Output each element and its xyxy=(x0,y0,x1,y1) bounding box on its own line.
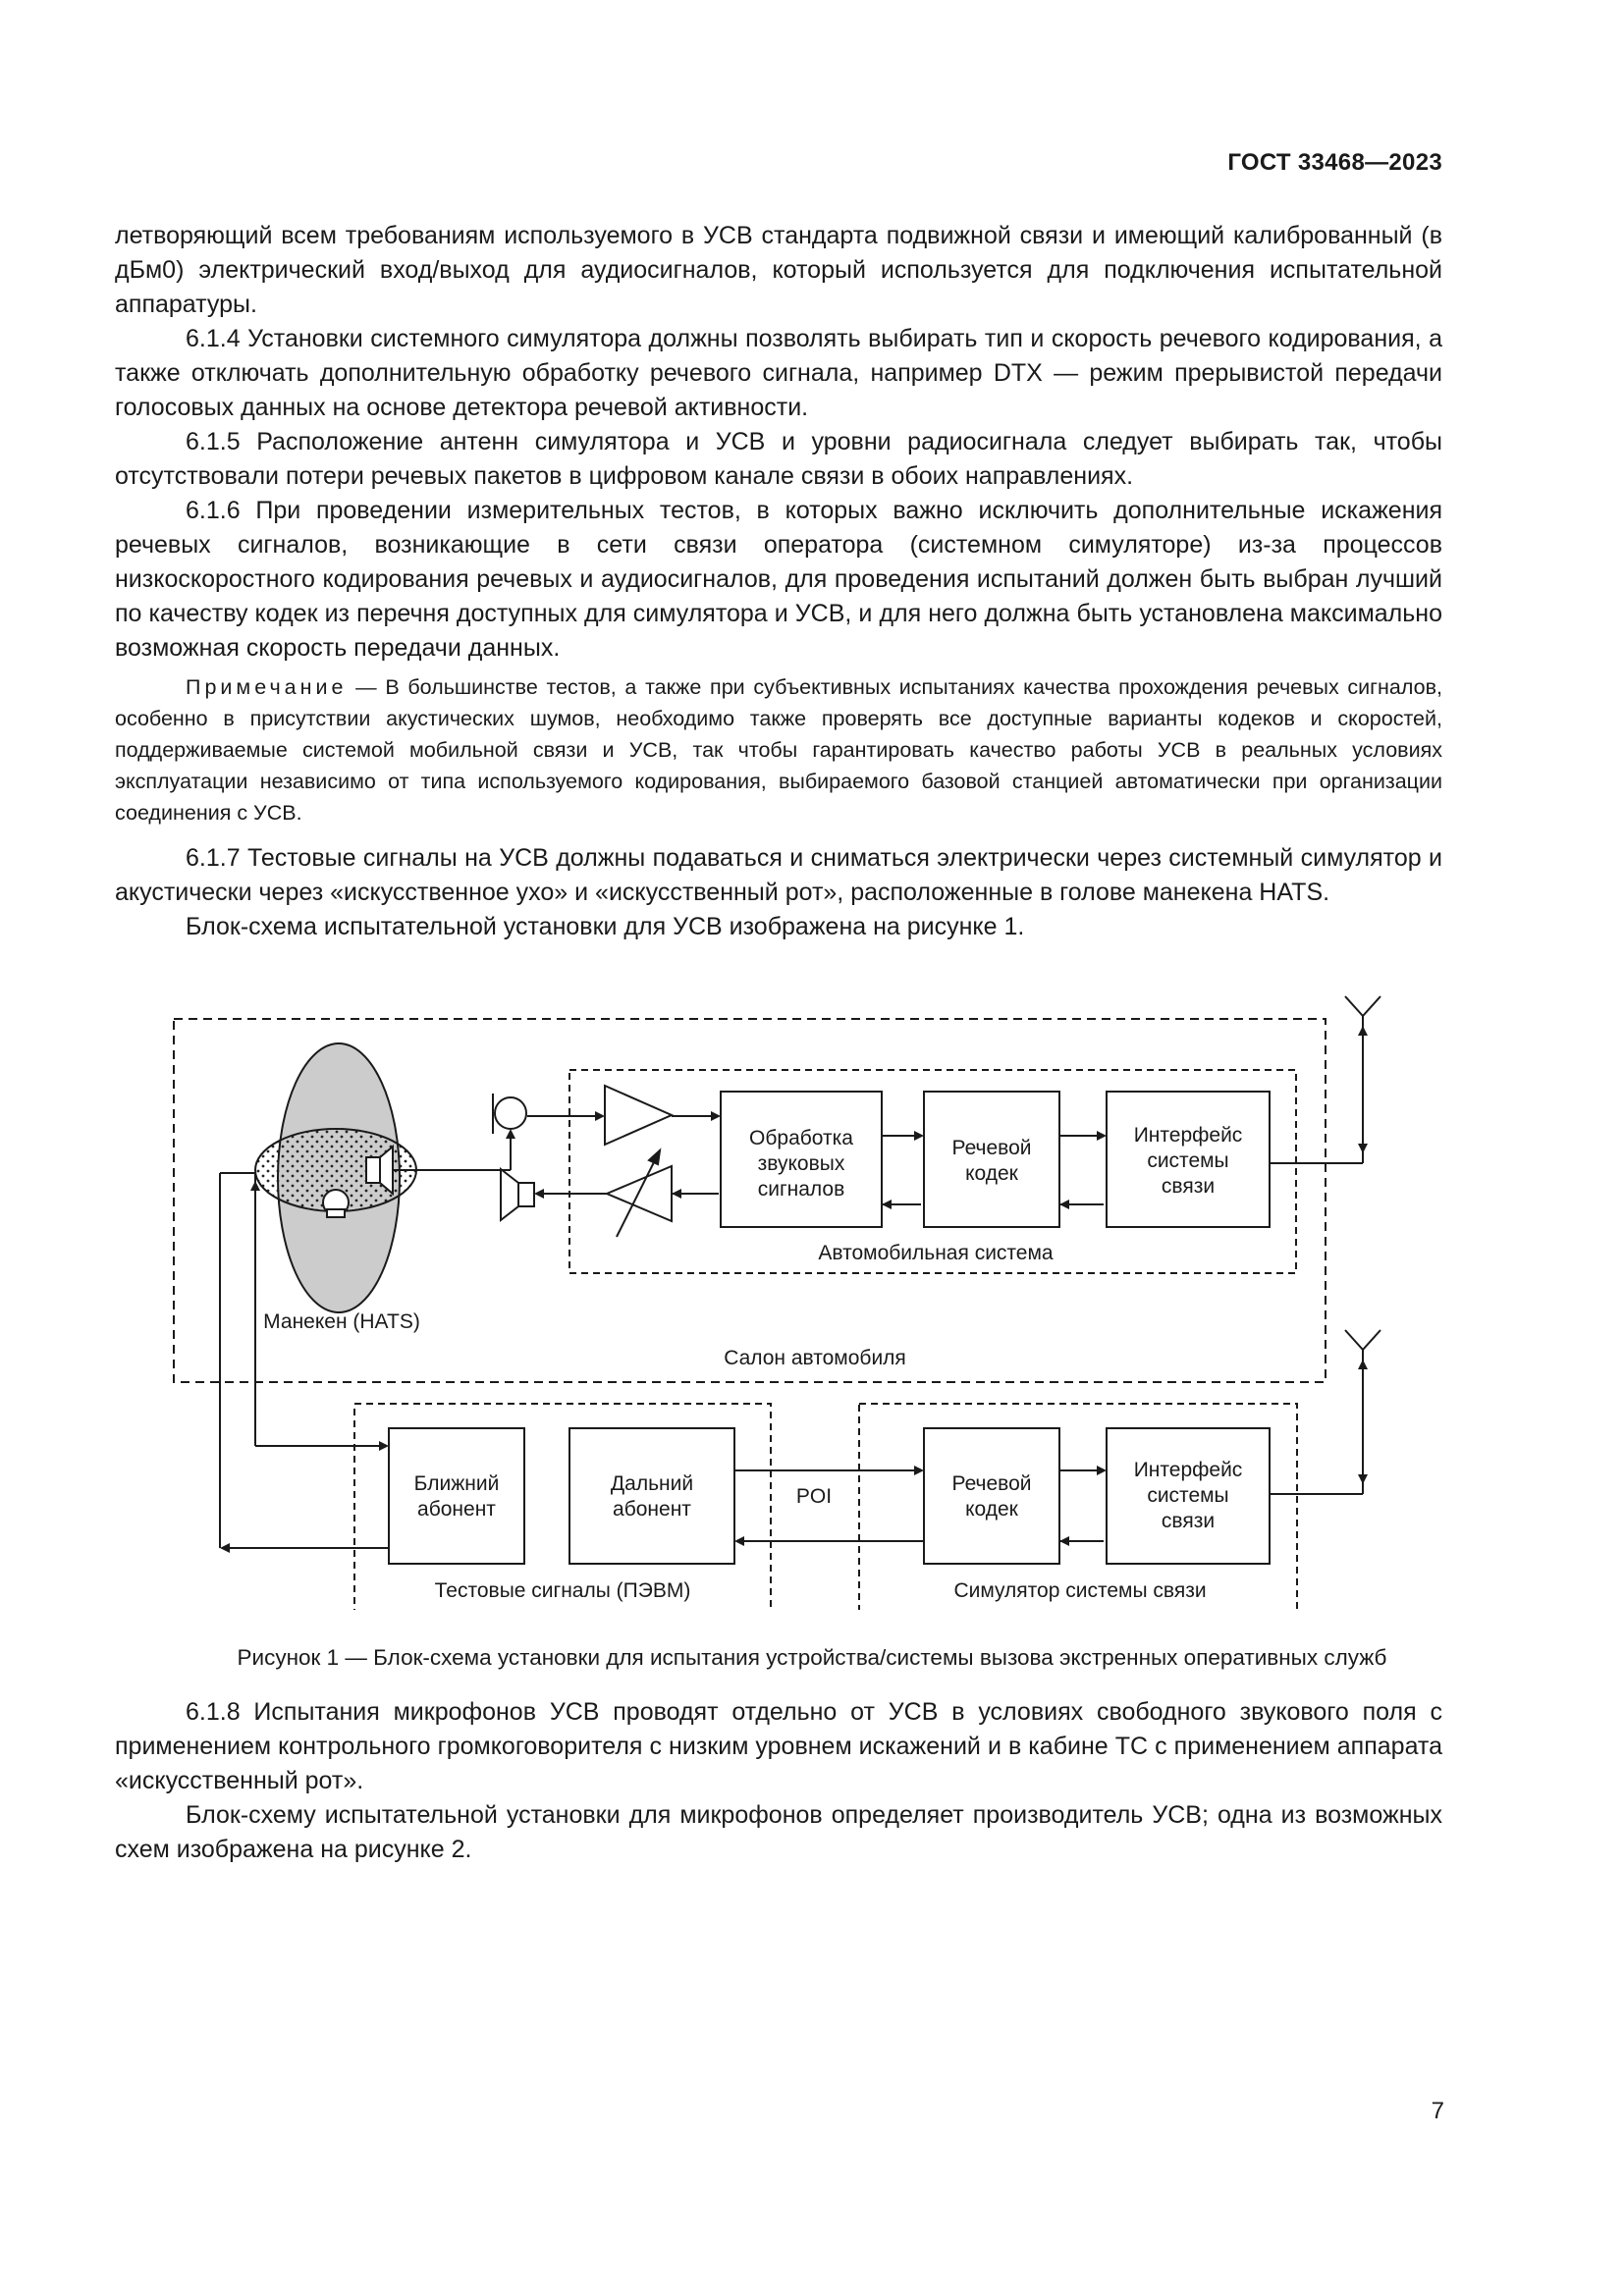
note-text: — В большинстве тестов, а также при субъективных испытаниях качества прохождения речевых сигналов, особенно в присутствии акустических шумов, необходимо также проверять все доступные варианты кодеков и скоростей, поддерживаемые системой мобильной связи и УСВ, так чтобы гарантировать качество работы УСВ в реальных условиях эксплуатации независимо от типа используемого кодирования, выбираемого базовой станцией автоматически при организации соединения с УСВ. xyxy=(115,675,1442,825)
loudspeaker-icon xyxy=(518,1183,534,1206)
comm-interface-car-line-3: связи xyxy=(1161,1175,1216,1198)
text-block-2 xyxy=(115,841,1442,944)
audio-processing-line-2: звуковых xyxy=(757,1152,845,1175)
page-number: 7 xyxy=(1431,2098,1444,2124)
far-subscriber-block xyxy=(569,1428,734,1564)
speech-codec-sim-line-2: кодек xyxy=(965,1498,1018,1521)
speech-codec-car-line-2: кодек xyxy=(965,1162,1018,1185)
speech-codec-car-block xyxy=(924,1092,1059,1227)
comm-interface-sim-line-1: Интерфейс xyxy=(1133,1459,1243,1481)
figure-caption: Рисунок 1 — Блок-схема установки для испытания устройства/системы вызова экстренных оперативных служб xyxy=(237,1645,1387,1670)
text-block-3 xyxy=(115,1695,1442,1867)
block-diagram xyxy=(0,982,1624,1610)
microphone-icon xyxy=(495,1097,526,1129)
text-block-1 xyxy=(115,219,1442,666)
figure-1 xyxy=(0,982,1624,1610)
comm-interface-car-line-1: Интерфейс xyxy=(1133,1124,1243,1147)
note-label: Примечание xyxy=(186,675,348,699)
paragraph-continuation: летворяющий всем требованиям используемого в УСВ стандарта подвижной связи и имеющий калиброванный (в дБм0) электрический вход/выход для аудиосигналов, который используется для подключения испытательной аппаратуры. xyxy=(115,222,1442,318)
mannequin-label: Манекен (HATS) xyxy=(263,1310,420,1333)
speech-codec-car-line-1: Речевой xyxy=(951,1137,1032,1159)
car-cabin-label: Салон автомобиля xyxy=(724,1347,906,1369)
paragraph-6-1-6: 6.1.6 При проведении измерительных тестов, в которых важно исключить дополнительные искажения речевых сигналов, возникающие в сети связи оператора (системном симуляторе) из-за процессов низкоскоростного кодирования речевых и аудиосигналов, для проведения испытаний должен быть выбран лучший по качеству кодек из перечня доступных для симулятора и УСВ, и для него должна быть установлена максимально возможная скорость передачи данных. xyxy=(115,497,1442,662)
paragraph-6-1-4: 6.1.4 Установки системного симулятора должны позволять выбирать тип и скорость речевого кодирования, а также отключать дополнительную обработку речевого сигнала, например DTX — режим прерывистой передачи голосовых данных на основе детектора речевой активности. xyxy=(115,325,1442,421)
paragraph-6-1-5: 6.1.5 Расположение антенн симулятора и УСВ и уровни радиосигнала следует выбирать так, чтобы отсутствовали потери речевых пакетов в цифровом канале связи в обоих направлениях. xyxy=(115,428,1442,490)
poi-label: POI xyxy=(795,1485,833,1508)
far-subscriber-line-1: Дальний xyxy=(610,1472,694,1495)
car-system-label: Автомобильная система xyxy=(818,1242,1054,1264)
artificial-mouth xyxy=(366,1157,380,1183)
paragraph-figure-ref: Блок-схема испытательной установки для УСВ изображена на рисунке 1. xyxy=(186,913,1025,940)
document-header: ГОСТ 33468—2023 xyxy=(1227,149,1442,176)
comm-interface-car-line-2: системы xyxy=(1147,1149,1229,1172)
far-subscriber-line-2: абонент xyxy=(613,1498,691,1521)
comm-interface-sim-line-2: системы xyxy=(1147,1484,1229,1507)
simulator-label: Симулятор системы связи xyxy=(953,1579,1207,1602)
audio-processing-line-1: Обработка xyxy=(749,1127,853,1149)
artificial-ear-base xyxy=(327,1209,345,1217)
test-signals-label: Тестовые сигналы (ПЭВМ) xyxy=(434,1579,691,1602)
audio-processing-line-3: сигналов xyxy=(757,1178,845,1201)
near-subscriber-line-1: Ближний xyxy=(413,1472,500,1495)
comm-interface-sim-line-3: связи xyxy=(1161,1510,1216,1532)
note-block xyxy=(115,671,1442,828)
paragraph-6-1-8: 6.1.8 Испытания микрофонов УСВ проводят отдельно от УСВ в условиях свободного звукового поля с применением контрольного громкоговорителя с низким уровнем искажений и в кабине ТС с применением аппарата «искусственный рот». xyxy=(115,1698,1442,1794)
near-subscriber-block xyxy=(389,1428,524,1564)
speech-codec-sim-block xyxy=(924,1428,1059,1564)
near-subscriber-line-2: абонент xyxy=(417,1498,496,1521)
amplifier-icon xyxy=(605,1086,672,1145)
paragraph-6-1-7: 6.1.7 Тестовые сигналы на УСВ должны подаваться и сниматься электрически через системный симулятор и акустически через «искусственное ухо» и «искусственный рот», расположенные в голове манекена HATS. xyxy=(115,844,1442,906)
paragraph-figure-2-ref: Блок-схему испытательной установки для микрофонов определяет производитель УСВ; одна из возможных схем изображена на рисунке 2. xyxy=(115,1801,1442,1863)
speech-codec-sim-line-1: Речевой xyxy=(951,1472,1032,1495)
